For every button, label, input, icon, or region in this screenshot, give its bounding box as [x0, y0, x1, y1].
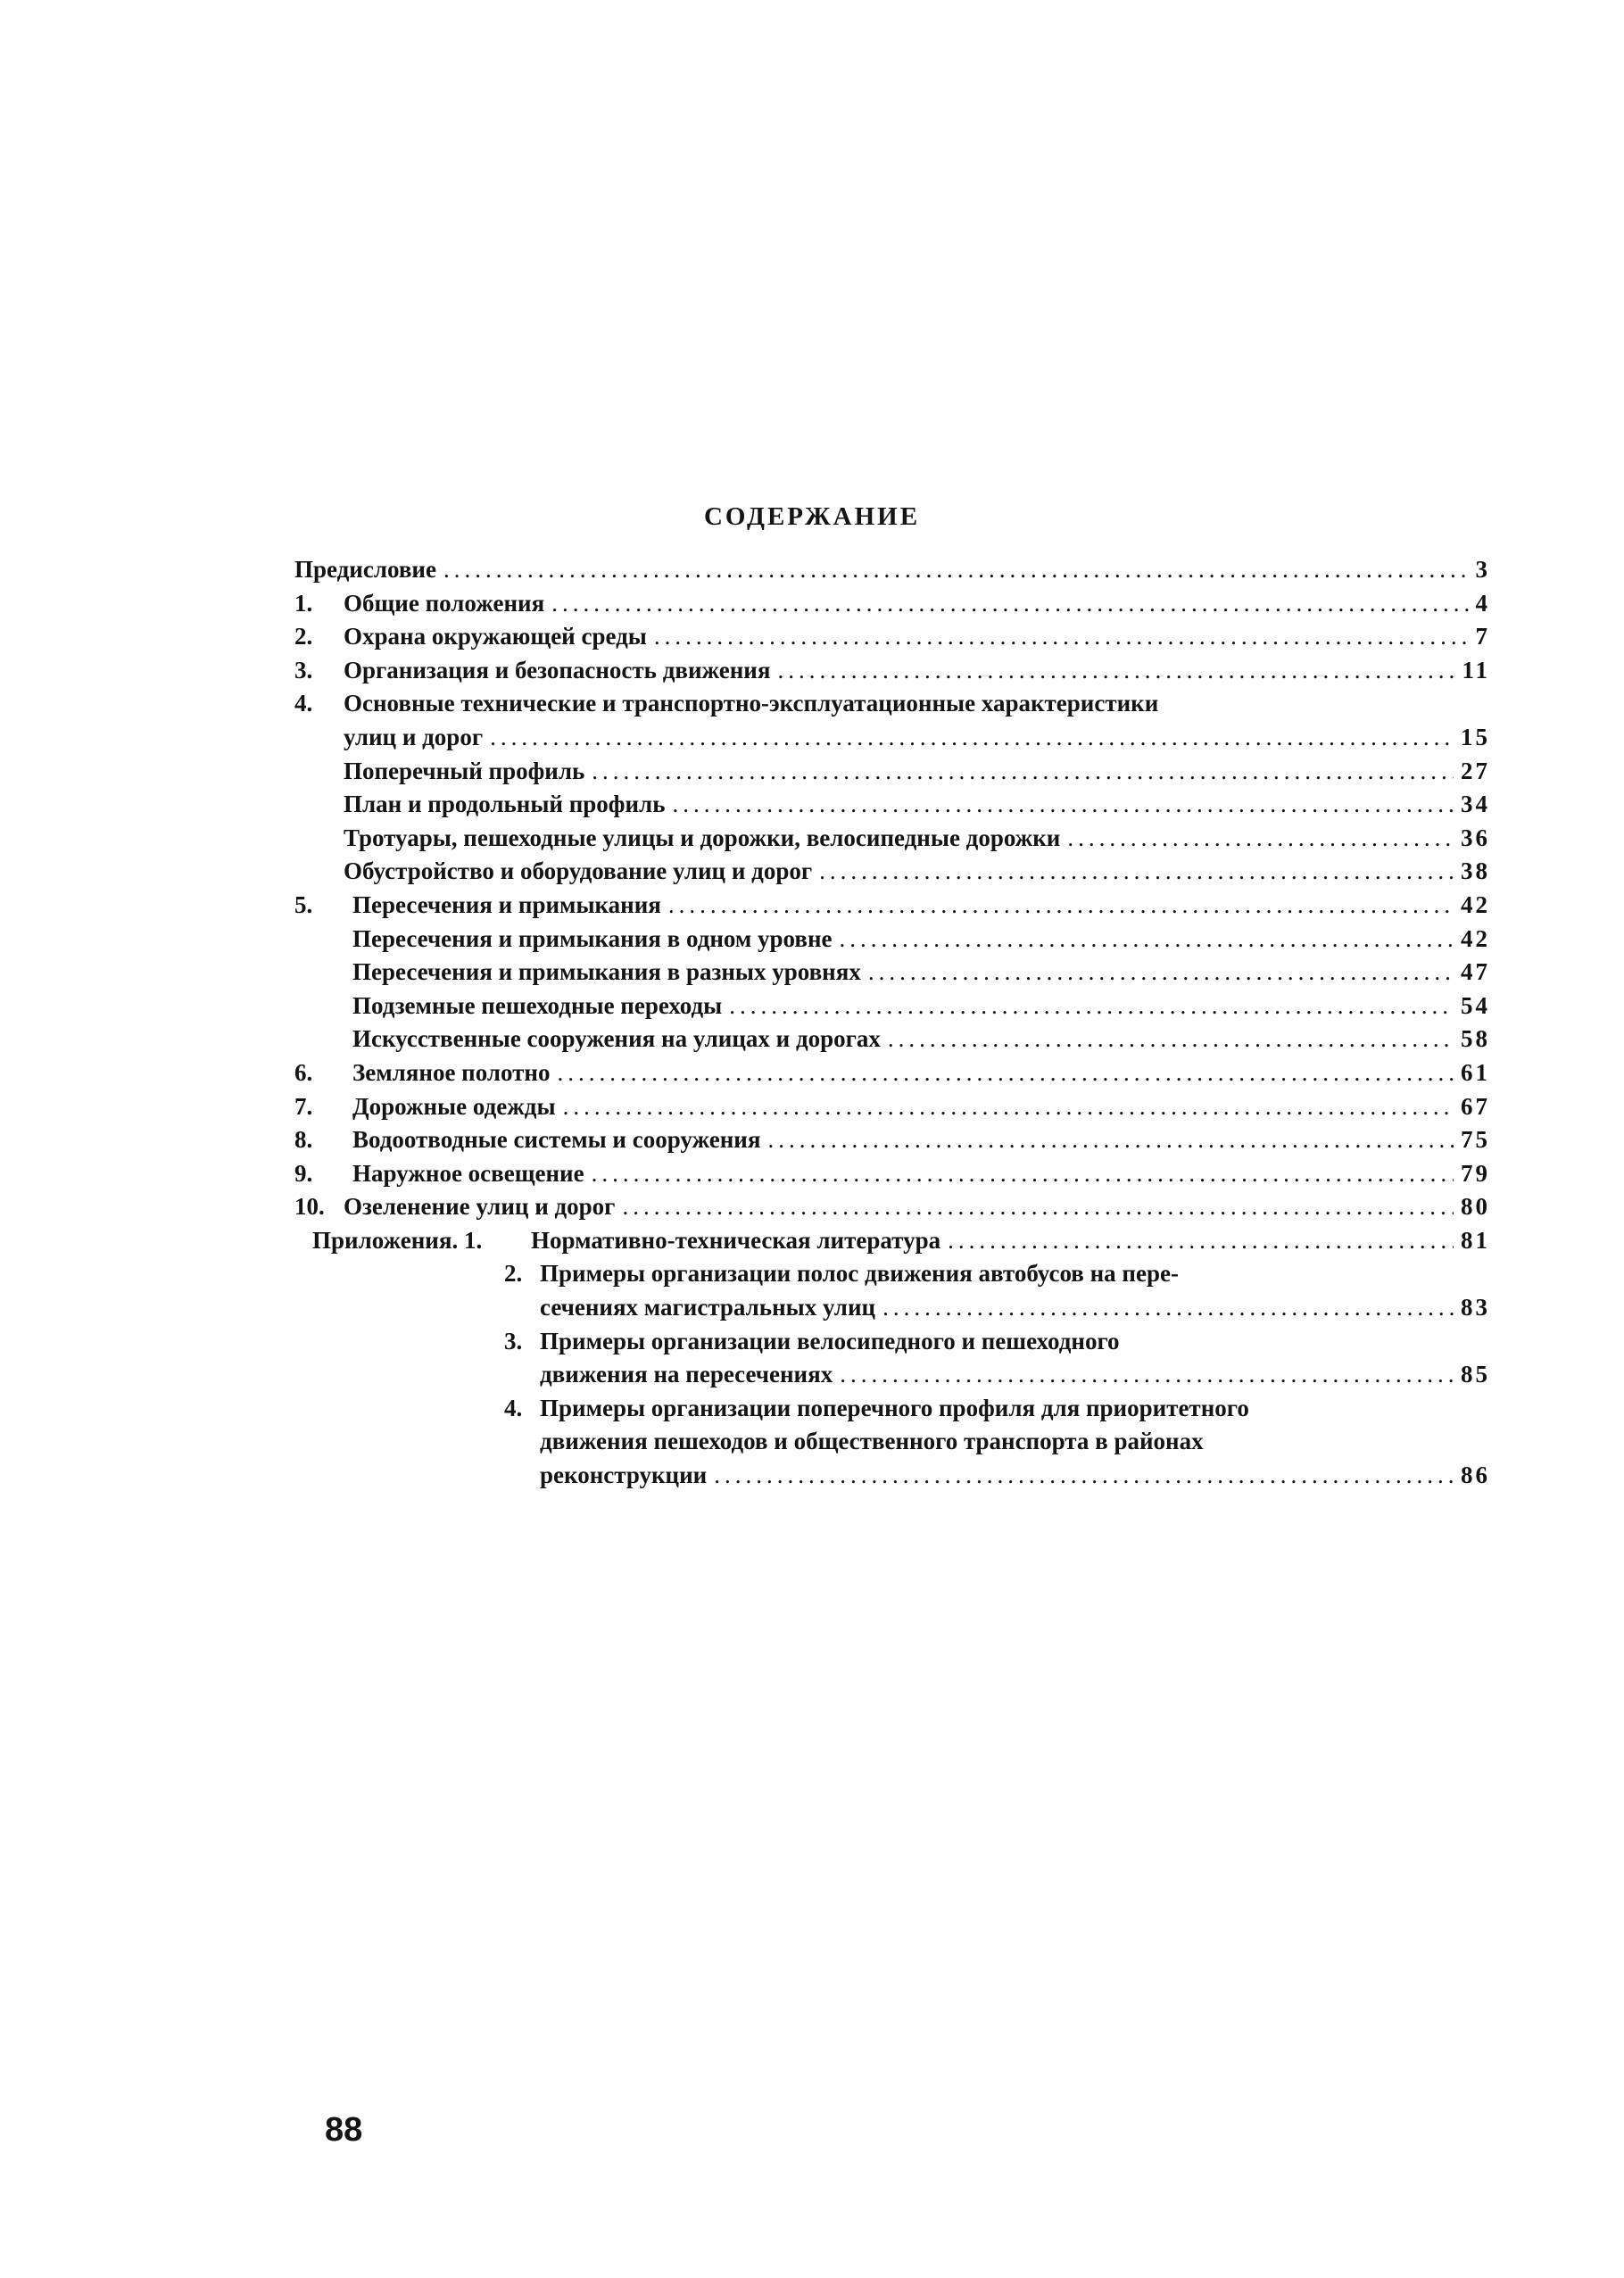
toc-entry-label: движения пешеходов и общественного транспорта в районах: [540, 1428, 1204, 1455]
toc-entry-label: Примеры организации велосипедного и пешеходного: [540, 1327, 1120, 1354]
toc-entry-number: 9.: [294, 1159, 313, 1187]
toc-entry-number: 5.: [294, 890, 313, 918]
toc-entry[interactable]: [294, 654, 1490, 688]
toc-entry-label: Организация и безопасность движения: [344, 656, 771, 683]
toc-entry[interactable]: [294, 1325, 1490, 1359]
toc-entry-label: Подземные пешеходные переходы: [352, 991, 723, 1019]
toc-entry-page: 42: [1461, 890, 1490, 918]
toc-entry-page: 7: [1475, 623, 1490, 650]
toc-entry-number: 7.: [294, 1092, 313, 1120]
toc-entry-label: Водоотводные системы и сооружения: [352, 1126, 761, 1154]
toc-entry-number: 2.: [294, 623, 313, 650]
dot-leader: [840, 1358, 1454, 1392]
toc-entry-page: 67: [1461, 1092, 1490, 1120]
toc-entry-label: Озеленение улиц и дорог: [344, 1193, 616, 1221]
toc-entry-number: 4.: [504, 1394, 523, 1421]
toc-entry-page: 38: [1461, 857, 1490, 885]
toc-entry[interactable]: [294, 990, 1490, 1023]
dot-leader: [557, 1056, 1454, 1090]
toc-entry[interactable]: [294, 788, 1490, 822]
toc-entry-label: Земляное полотно: [352, 1058, 551, 1086]
toc-entry[interactable]: [294, 1291, 1490, 1325]
toc-entry-label: сечениях магистральных улиц: [540, 1294, 876, 1321]
toc-entry-label: Примеры организации поперечного профиля для приоритетного: [540, 1394, 1249, 1421]
toc-entry[interactable]: [294, 1459, 1490, 1493]
dot-leader: [668, 889, 1454, 923]
toc-entry[interactable]: [294, 755, 1490, 789]
toc-entry-label: План и продольный профиль: [344, 791, 666, 818]
toc-entry-label: Охрана окружающей среды: [344, 623, 647, 650]
toc-entry[interactable]: [294, 1090, 1490, 1124]
toc-entry-page: 83: [1461, 1294, 1490, 1321]
toc-entry-page: 3: [1475, 556, 1490, 583]
toc-entry-page: 79: [1461, 1159, 1490, 1187]
toc-entry-label: Искусственные сооружения на улицах и дорогах: [352, 1025, 881, 1053]
dot-leader: [948, 1224, 1454, 1258]
toc-entry-number: 1.: [294, 589, 313, 617]
toc-entry-label: Дорожные одежды: [352, 1092, 556, 1120]
toc-entry-page: 80: [1461, 1193, 1490, 1221]
toc-entry-number: 2.: [504, 1260, 523, 1288]
toc-entry-page: 4: [1475, 589, 1490, 617]
toc-entry-label: Тротуары, пешеходные улицы и дорожки, велосипедные дорожки: [344, 824, 1061, 851]
toc-entry[interactable]: [294, 1358, 1490, 1392]
dot-leader: [840, 923, 1454, 957]
toc-entry-label: движения на пересечениях: [540, 1361, 833, 1388]
toc-entry-page: 11: [1462, 656, 1490, 683]
dot-leader: [777, 654, 1454, 688]
dot-leader: [1067, 822, 1454, 856]
toc-entry[interactable]: [294, 1190, 1490, 1224]
toc-entry-label: реконструкции: [540, 1462, 708, 1489]
toc-entry-label: Обустройство и оборудование улиц и дорог: [344, 857, 813, 885]
toc-entry-label: улиц и дорог: [344, 723, 484, 750]
toc-entry-page: 36: [1461, 824, 1490, 851]
toc-entry-page: 86: [1461, 1462, 1490, 1489]
toc-entry-number: 4.: [294, 690, 313, 717]
toc-entry[interactable]: [294, 1123, 1490, 1157]
toc-entry[interactable]: [294, 553, 1490, 587]
toc-entry-number: 6.: [294, 1058, 313, 1086]
toc-entry-label: Пересечения и примыкания в одном уровне: [352, 924, 833, 952]
page-number: 88: [325, 2111, 363, 2149]
toc-entry-label: Нормативно-техническая литература: [531, 1226, 941, 1254]
toc-entry[interactable]: [294, 1224, 1490, 1258]
toc-entry-number: Приложения. 1.: [312, 1226, 483, 1254]
dot-leader: [767, 1123, 1454, 1157]
dot-leader: [882, 1291, 1454, 1325]
dot-leader: [819, 855, 1454, 889]
dot-leader: [443, 553, 1468, 587]
toc-entry[interactable]: [294, 889, 1490, 923]
dot-leader: [729, 990, 1454, 1023]
toc-entry-label: Поперечный профиль: [344, 757, 585, 784]
toc-entry[interactable]: [294, 1056, 1490, 1090]
toc-entry-page: 81: [1461, 1226, 1490, 1254]
toc-entry[interactable]: [294, 687, 1490, 721]
toc-entry[interactable]: [294, 1257, 1490, 1291]
dot-leader: [654, 620, 1469, 654]
toc-entry-number: 8.: [294, 1126, 313, 1154]
toc-entry[interactable]: [294, 1392, 1490, 1426]
dot-leader: [888, 1023, 1454, 1056]
dot-leader: [490, 721, 1454, 755]
toc-entry-number: 10.: [294, 1193, 325, 1221]
dot-leader: [563, 1090, 1454, 1124]
toc-entry-page: 15: [1461, 723, 1490, 750]
dot-leader: [592, 1157, 1454, 1191]
toc-entry-page: 58: [1461, 1025, 1490, 1053]
toc-entry[interactable]: [294, 822, 1490, 856]
toc-entry-page: 34: [1461, 791, 1490, 818]
toc-entry-label: Пересечения и примыкания в разных уровнях: [352, 958, 861, 986]
toc-entry-label: Наружное освещение: [352, 1159, 584, 1187]
dot-leader: [672, 788, 1454, 822]
dot-leader: [868, 956, 1454, 990]
toc-entry[interactable]: [294, 956, 1490, 990]
page-title: СОДЕРЖАНИЕ: [703, 502, 921, 531]
toc-entry[interactable]: [294, 1023, 1490, 1056]
toc-entry-label: Предисловие: [294, 556, 436, 583]
dot-leader: [551, 587, 1468, 621]
toc-entry-page: 61: [1461, 1058, 1490, 1086]
toc-entry-label: Основные технические и транспортно-эксплуатационные характеристики: [344, 690, 1159, 717]
toc-entry-label: Пересечения и примыкания: [352, 890, 661, 918]
toc-entry-number: 3.: [294, 656, 313, 683]
dot-leader: [592, 755, 1454, 789]
toc-entry-page: 75: [1461, 1126, 1490, 1154]
toc-entry[interactable]: [294, 855, 1490, 889]
table-of-contents: [294, 553, 1490, 1493]
toc-entry-page: 27: [1461, 757, 1490, 784]
toc-entry-page: 42: [1461, 924, 1490, 952]
toc-entry-page: 85: [1461, 1361, 1490, 1388]
toc-entry[interactable]: [294, 587, 1490, 621]
toc-entry[interactable]: [294, 1157, 1490, 1191]
toc-entry[interactable]: [294, 620, 1490, 654]
toc-entry-page: 47: [1461, 958, 1490, 986]
toc-entry[interactable]: [294, 923, 1490, 957]
toc-entry-label: Общие положения: [344, 589, 545, 617]
dot-leader: [622, 1190, 1454, 1224]
dot-leader: [714, 1459, 1454, 1493]
toc-entry[interactable]: [294, 1425, 1490, 1459]
toc-entry[interactable]: [294, 721, 1490, 755]
toc-entry-label: Примеры организации полос движения автобусов на пере-: [540, 1260, 1179, 1288]
toc-entry-page: 54: [1461, 991, 1490, 1019]
toc-entry-number: 3.: [504, 1327, 523, 1354]
